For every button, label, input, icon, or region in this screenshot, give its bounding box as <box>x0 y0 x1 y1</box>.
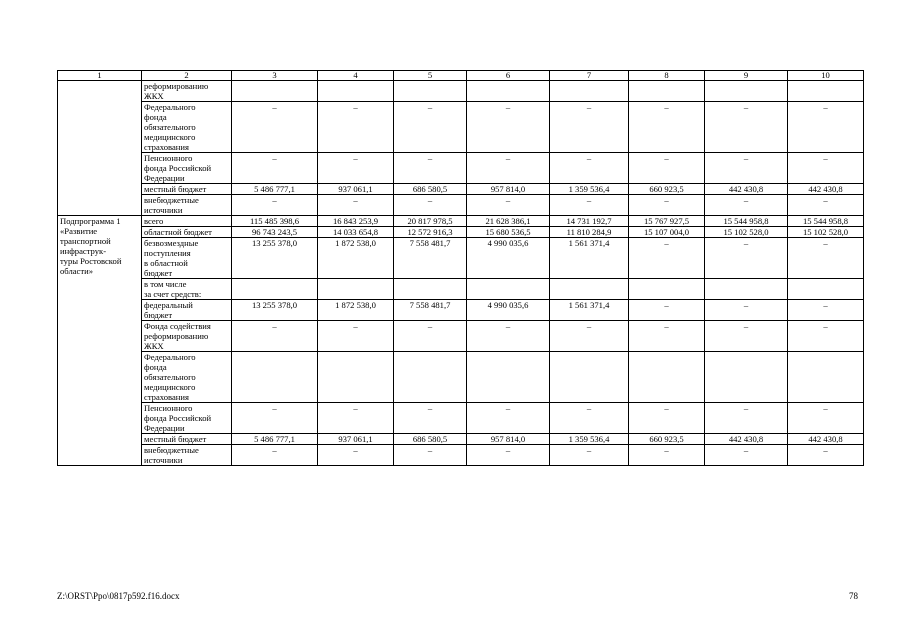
table-row <box>58 300 864 321</box>
table-cell-value <box>550 279 629 300</box>
row-label-line: всего <box>144 216 164 226</box>
row-label <box>142 81 232 102</box>
table-cell-value <box>629 352 705 403</box>
row-label-line: Федерации <box>144 423 185 433</box>
table-row <box>58 227 864 238</box>
page-number: 78 <box>849 591 858 601</box>
column-number: 8 <box>629 71 705 81</box>
table-cell-value: – <box>550 102 629 153</box>
table-cell-value: 7 558 481,7 <box>394 238 467 279</box>
table-cell-value: – <box>467 153 550 184</box>
row-label-line: Фонда содействия <box>144 321 211 331</box>
table-cell-value <box>705 81 788 102</box>
table-cell-value: – <box>629 238 705 279</box>
table-cell-value: – <box>232 195 318 216</box>
table-cell-value: 957 814,0 <box>467 184 550 195</box>
table-cell-value <box>232 352 318 403</box>
table-cell-value: 937 061,1 <box>318 184 394 195</box>
row-label <box>142 403 232 434</box>
table-cell-value: – <box>788 321 864 352</box>
row-label-line: ЖКХ <box>144 341 164 351</box>
row-label-line: фонда <box>144 362 167 372</box>
table-cell-value: – <box>467 445 550 466</box>
row-label-line: фонда <box>144 112 167 122</box>
table-cell-value <box>467 279 550 300</box>
table-cell-value: – <box>394 153 467 184</box>
table-cell-value: – <box>550 445 629 466</box>
subprogram-title-line: транспортной <box>60 236 111 246</box>
row-label <box>142 153 232 184</box>
row-label <box>142 434 232 445</box>
table-cell-value <box>467 352 550 403</box>
table-row <box>58 102 864 153</box>
table-cell-value: – <box>705 153 788 184</box>
table-cell-value: – <box>467 321 550 352</box>
row-label-line: фонда Российской <box>144 413 212 423</box>
table-cell-value: – <box>318 153 394 184</box>
table-cell-value <box>629 81 705 102</box>
table-cell-value: – <box>394 195 467 216</box>
table-cell-value <box>394 279 467 300</box>
row-label <box>142 279 232 300</box>
table-cell-value: – <box>788 153 864 184</box>
table-cell-value: – <box>788 102 864 153</box>
continued-program-cell <box>58 81 142 216</box>
table-cell-value: 1 561 371,4 <box>550 300 629 321</box>
table-cell-value <box>394 352 467 403</box>
table-cell-value: – <box>394 445 467 466</box>
row-label-line: Федерального <box>144 102 196 112</box>
table-cell-value: 15 544 958,8 <box>705 216 788 227</box>
row-label-line: страхования <box>144 142 189 152</box>
column-number: 6 <box>467 71 550 81</box>
table-cell-value: – <box>550 403 629 434</box>
column-number: 5 <box>394 71 467 81</box>
row-label-line: источники <box>144 455 183 465</box>
table-cell-value: 15 767 927,5 <box>629 216 705 227</box>
table-cell-value: – <box>788 300 864 321</box>
table-cell-value: 15 107 004,0 <box>629 227 705 238</box>
table-cell-value: 11 810 284,9 <box>550 227 629 238</box>
table-cell-value: – <box>705 238 788 279</box>
column-number: 3 <box>232 71 318 81</box>
table-cell-value: 14 033 654,8 <box>318 227 394 238</box>
table-cell-value: 1 359 536,4 <box>550 184 629 195</box>
table-cell-value: – <box>318 102 394 153</box>
table-row <box>58 216 864 227</box>
table-cell-value: – <box>550 195 629 216</box>
table-cell-value: – <box>394 102 467 153</box>
table-cell-value: – <box>788 403 864 434</box>
row-label-line: реформированию <box>144 81 209 91</box>
row-label-line: в областной <box>144 258 188 268</box>
column-number: 1 <box>58 71 142 81</box>
table-cell-value: – <box>705 102 788 153</box>
table-cell-value: 442 430,8 <box>705 184 788 195</box>
funding-table <box>57 70 864 466</box>
table-row <box>58 321 864 352</box>
table-cell-value: – <box>629 300 705 321</box>
table-row <box>58 184 864 195</box>
row-label <box>142 184 232 195</box>
table-cell-value: – <box>232 153 318 184</box>
subprogram-title-cell <box>58 216 142 466</box>
table-cell-value: – <box>705 300 788 321</box>
row-label-line: в том числе <box>144 279 187 289</box>
table-cell-value: 660 923,5 <box>629 434 705 445</box>
row-label-line: федеральный <box>144 300 193 310</box>
row-label-line: поступления <box>144 248 191 258</box>
table-cell-value: – <box>629 403 705 434</box>
table-cell-value: – <box>232 321 318 352</box>
row-label-line: медицинского <box>144 382 196 392</box>
row-label-line: местный бюджет <box>144 434 207 444</box>
table-cell-value: – <box>705 403 788 434</box>
table-cell-value: – <box>788 445 864 466</box>
column-number: 9 <box>705 71 788 81</box>
row-label-line: областной бюджет <box>144 227 212 237</box>
document-file-path: Z:\ORST\Ppo\0817p592.f16.docx <box>57 591 180 601</box>
column-number: 10 <box>788 71 864 81</box>
table-cell-value: 442 430,8 <box>788 184 864 195</box>
row-label-line: местный бюджет <box>144 184 207 194</box>
table-cell-value: 13 255 378,0 <box>232 300 318 321</box>
table-cell-value: 15 544 958,8 <box>788 216 864 227</box>
table-cell-value <box>232 81 318 102</box>
table-cell-value: – <box>232 403 318 434</box>
table-cell-value: 96 743 243,5 <box>232 227 318 238</box>
table-cell-value: 957 814,0 <box>467 434 550 445</box>
subprogram-title-line: инфраструк- <box>60 246 107 256</box>
row-label-line: источники <box>144 205 183 215</box>
row-label-line: безвозмездные <box>144 238 199 248</box>
subprogram-title-line: «Развитие <box>60 226 98 236</box>
table-cell-value: 15 102 528,0 <box>705 227 788 238</box>
row-label <box>142 352 232 403</box>
table-row <box>58 238 864 279</box>
table-cell-value: – <box>629 195 705 216</box>
table-cell-value <box>318 279 394 300</box>
row-label-line: Пенсионного <box>144 403 193 413</box>
table-cell-value: 16 843 253,9 <box>318 216 394 227</box>
row-label <box>142 445 232 466</box>
table-cell-value: 1 359 536,4 <box>550 434 629 445</box>
table-cell-value: – <box>629 321 705 352</box>
row-label-line: Федерального <box>144 352 196 362</box>
row-label-line: внебюджетные <box>144 195 199 205</box>
table-cell-value <box>467 81 550 102</box>
subprogram-title-line: туры Ростовской <box>60 256 122 266</box>
table-cell-value: – <box>550 321 629 352</box>
table-cell-value: – <box>318 195 394 216</box>
subprogram-title-line: области» <box>60 266 94 276</box>
column-number: 2 <box>142 71 232 81</box>
row-label-line: бюджет <box>144 268 173 278</box>
table-cell-value: 686 580,5 <box>394 434 467 445</box>
table-cell-value: 442 430,8 <box>788 434 864 445</box>
table-cell-value: – <box>550 153 629 184</box>
row-label <box>142 321 232 352</box>
table-cell-value <box>705 352 788 403</box>
table-cell-value: – <box>232 445 318 466</box>
column-number: 7 <box>550 71 629 81</box>
table-cell-value: 937 061,1 <box>318 434 394 445</box>
table-cell-value: 7 558 481,7 <box>394 300 467 321</box>
table-cell-value: – <box>318 445 394 466</box>
table-cell-value <box>788 279 864 300</box>
row-label <box>142 195 232 216</box>
table-cell-value: – <box>629 445 705 466</box>
table-cell-value <box>318 352 394 403</box>
table-cell-value <box>629 279 705 300</box>
table-cell-value: 20 817 978,5 <box>394 216 467 227</box>
table-cell-value: – <box>467 195 550 216</box>
table-cell-value: – <box>394 403 467 434</box>
table-cell-value: – <box>232 102 318 153</box>
row-label <box>142 227 232 238</box>
row-label <box>142 102 232 153</box>
table-cell-value: 14 731 192,7 <box>550 216 629 227</box>
row-label-line: реформированию <box>144 331 209 341</box>
table-row <box>58 195 864 216</box>
row-label-line: обязательного <box>144 372 196 382</box>
row-label <box>142 216 232 227</box>
table-cell-value: – <box>705 445 788 466</box>
table-cell-value: 660 923,5 <box>629 184 705 195</box>
table-cell-value: – <box>318 321 394 352</box>
table-row <box>58 434 864 445</box>
table-cell-value: 115 485 398,6 <box>232 216 318 227</box>
table-cell-value: 4 990 035,6 <box>467 238 550 279</box>
table-cell-value: 442 430,8 <box>705 434 788 445</box>
row-label <box>142 300 232 321</box>
table-row <box>58 279 864 300</box>
table-cell-value: 4 990 035,6 <box>467 300 550 321</box>
table-cell-value: – <box>467 403 550 434</box>
column-number: 4 <box>318 71 394 81</box>
row-label-line: внебюджетные <box>144 445 199 455</box>
table-cell-value <box>232 279 318 300</box>
table-cell-value: – <box>629 153 705 184</box>
row-label <box>142 238 232 279</box>
table-cell-value: 1 561 371,4 <box>550 238 629 279</box>
table-cell-value: – <box>788 238 864 279</box>
table-cell-value: 1 872 538,0 <box>318 238 394 279</box>
row-label-line: ЖКХ <box>144 91 164 101</box>
table-cell-value <box>550 81 629 102</box>
table-cell-value: – <box>705 321 788 352</box>
row-label-line: фонда Российской <box>144 163 212 173</box>
table-cell-value: 15 102 528,0 <box>788 227 864 238</box>
table-cell-value: 1 872 538,0 <box>318 300 394 321</box>
table-cell-value: 21 628 386,1 <box>467 216 550 227</box>
subprogram-title-line: Подпрограмма 1 <box>60 216 121 226</box>
table-row <box>58 81 864 102</box>
table-body <box>58 71 864 466</box>
row-label-line: бюджет <box>144 310 173 320</box>
table-cell-value: 686 580,5 <box>394 184 467 195</box>
table-cell-value <box>788 81 864 102</box>
table-cell-value: 5 486 777,1 <box>232 184 318 195</box>
table-cell-value: – <box>788 195 864 216</box>
row-label-line: Пенсионного <box>144 153 193 163</box>
table-cell-value: 13 255 378,0 <box>232 238 318 279</box>
row-label-line: Федерации <box>144 173 185 183</box>
row-label-line: обязательного <box>144 122 196 132</box>
table-cell-value: – <box>318 403 394 434</box>
table-cell-value: – <box>705 195 788 216</box>
row-label-line: страхования <box>144 392 189 402</box>
table-cell-value <box>788 352 864 403</box>
table-cell-value <box>318 81 394 102</box>
table-cell-value: 5 486 777,1 <box>232 434 318 445</box>
table-row <box>58 445 864 466</box>
row-label-line: медицинского <box>144 132 196 142</box>
table-cell-value: – <box>467 102 550 153</box>
row-label-line: за счет средств: <box>144 289 202 299</box>
table-row <box>58 403 864 434</box>
column-number-row <box>58 71 864 81</box>
table-row <box>58 153 864 184</box>
table-cell-value: – <box>629 102 705 153</box>
table-row <box>58 352 864 403</box>
table-cell-value <box>550 352 629 403</box>
table-cell-value: – <box>394 321 467 352</box>
table-cell-value: 12 572 916,3 <box>394 227 467 238</box>
table-cell-value: 15 680 536,5 <box>467 227 550 238</box>
table-cell-value <box>705 279 788 300</box>
table-cell-value <box>394 81 467 102</box>
